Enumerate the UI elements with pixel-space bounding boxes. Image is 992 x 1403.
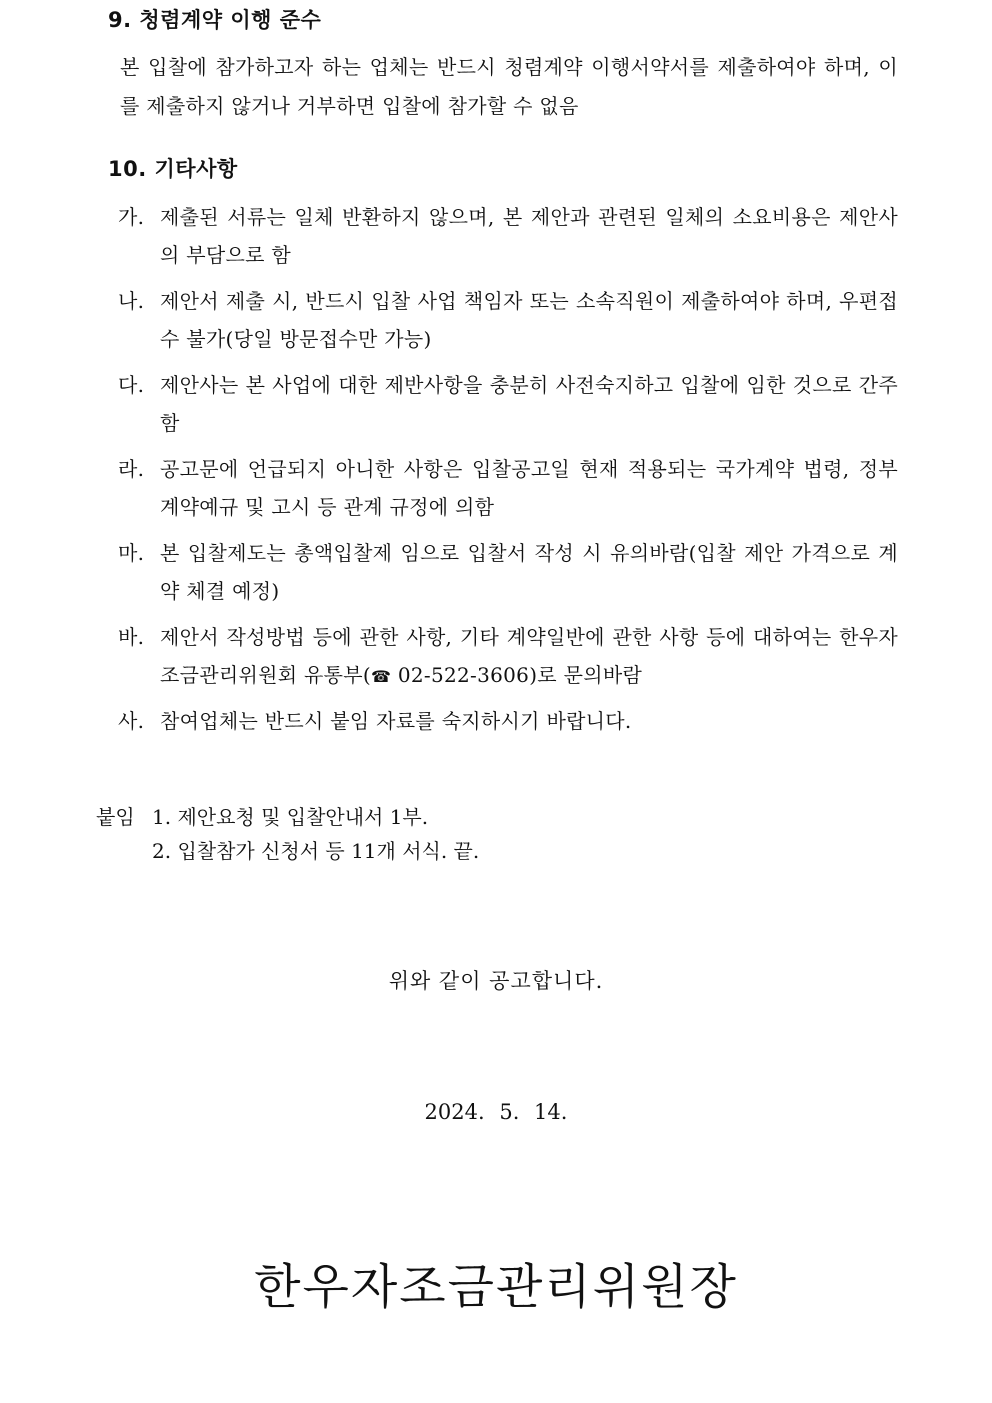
item-marker: 마. bbox=[118, 541, 145, 565]
section-10-heading: 10. 기타사항 bbox=[108, 157, 238, 181]
phone-number: 02-522-3606 bbox=[391, 663, 530, 687]
item-text: 본 입찰제도는 총액입찰제 임으로 입찰서 작성 시 유의바람(입찰 제안 가격으로 계약 체결 예정) bbox=[160, 541, 898, 603]
list-item bbox=[118, 198, 898, 274]
item-text-before: 제안서 작성방법 등에 관한 사항, 기타 계약일반에 관한 사항 등에 대하여는 한우자조금관리위원회 유통부( bbox=[160, 625, 898, 687]
attachment-line: 2. 입찰참가 신청서 등 11개 서식. 끝. bbox=[152, 839, 480, 863]
list-item bbox=[118, 534, 898, 610]
list-item bbox=[118, 366, 898, 442]
item-marker: 나. bbox=[118, 289, 145, 313]
item-text: 제출된 서류는 일체 반환하지 않으며, 본 제안과 관련된 일체의 소요비용은 제안사의 부담으로 함 bbox=[160, 205, 898, 267]
item-marker: 라. bbox=[118, 457, 145, 481]
attachments-label: 붙임 bbox=[96, 805, 135, 829]
item-text: 참여업체는 반드시 붙임 자료를 숙지하시기 바랍니다. bbox=[160, 709, 632, 733]
list-item bbox=[118, 282, 898, 358]
list-item bbox=[118, 702, 898, 740]
section-10-list bbox=[118, 198, 898, 748]
attachment-line: 1. 제안요청 및 입찰안내서 1부. bbox=[152, 805, 429, 829]
item-marker: 다. bbox=[118, 373, 145, 397]
list-item bbox=[118, 618, 898, 694]
item-marker: 바. bbox=[118, 625, 145, 649]
item-text: 제안서 제출 시, 반드시 입찰 사업 책임자 또는 소속직원이 제출하여야 하며, 우편접수 불가(당일 방문접수만 가능) bbox=[160, 289, 898, 351]
section-9-body: 본 입찰에 참가하고자 하는 업체는 반드시 청렴계약 이행서약서를 제출하여야 하며, 이를 제출하지 않거나 거부하면 입찰에 참가할 수 없음 bbox=[120, 55, 898, 118]
list-item bbox=[118, 450, 898, 526]
section-9-heading: 9. 청렴계약 이행 준수 bbox=[108, 8, 322, 32]
item-marker: 사. bbox=[118, 709, 145, 733]
announcement-statement: 위와 같이 공고합니다. bbox=[388, 969, 604, 993]
issuer-title: 한우자조금관리위원장 bbox=[254, 1259, 738, 1315]
item-text-after: )로 문의바람 bbox=[529, 663, 643, 687]
item-marker: 가. bbox=[118, 205, 145, 229]
announcement-date: 2024. 5. 14. bbox=[424, 1100, 568, 1124]
telephone-icon: ☎ bbox=[370, 667, 392, 686]
item-text: 공고문에 언급되지 아니한 사항은 입찰공고일 현재 적용되는 국가계약 법령, 정부 계약예규 및 고시 등 관계 규정에 의함 bbox=[160, 457, 898, 519]
item-text: 제안사는 본 사업에 대한 제반사항을 충분히 사전숙지하고 입찰에 임한 것으로 간주함 bbox=[160, 373, 898, 435]
